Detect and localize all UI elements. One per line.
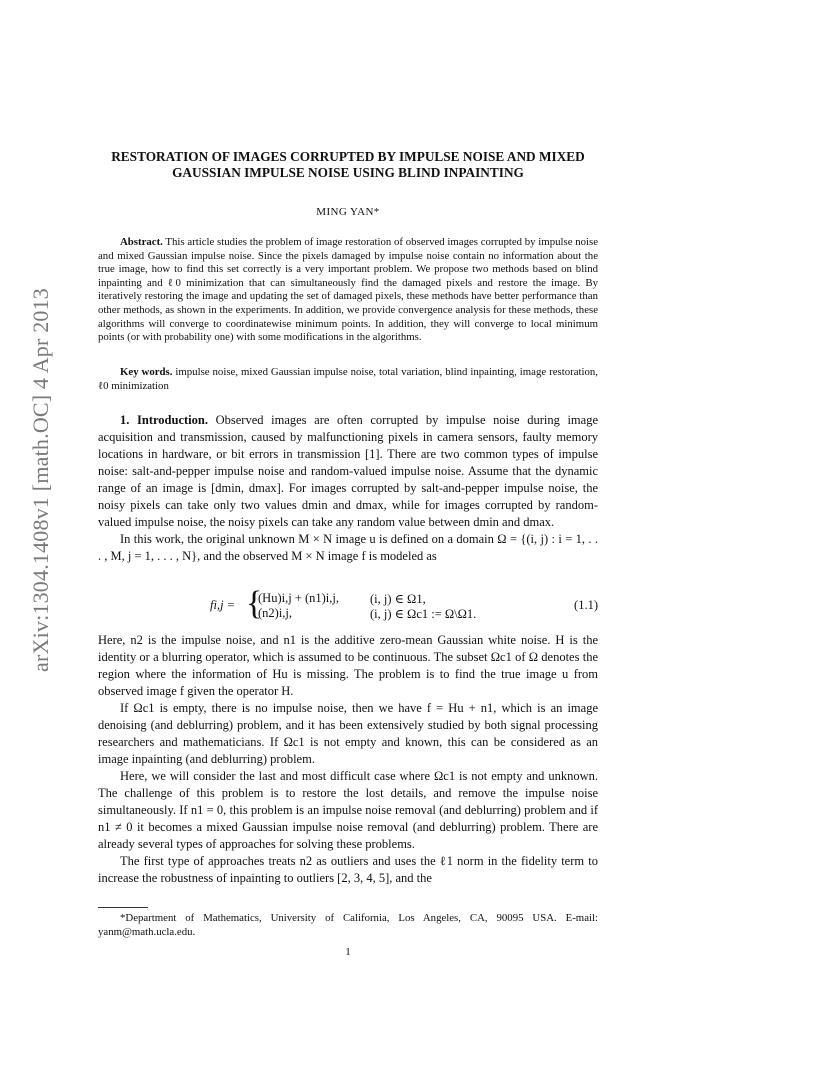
intro-section-top (98, 412, 598, 565)
equation-1-1 (98, 585, 598, 622)
abstract-label: Abstract. (120, 236, 163, 248)
equation-row1-cond: (i, j) ∈ Ω1, (370, 592, 426, 606)
intro-paragraph-4: If Ωc1 is empty, there is no impulse noise, then we have f = Hu + n1, which is an image denoising (and deblurring) problem, and it has been extensively studied by both signal processing researchers and mathematicians. If Ωc1 is not empty and known, this can be considered as an image inpainting (and deblurring) problem. (98, 701, 598, 766)
intro-section-bottom (98, 632, 598, 887)
intro-paragraph-3: Here, n2 is the impulse noise, and n1 is the additive zero-mean Gaussian white noise. H is the identity or a blurring operator, which is assumed to be continuous. The subset Ωc1 of Ω denotes the region where the information of Hu is missing. The problem is to find the true image u from observed image f given the operator H. (98, 633, 598, 698)
footnote-rule (98, 907, 148, 908)
equation-number: (1.1) (574, 598, 598, 612)
intro-paragraph-1: Observed images are often corrupted by impulse noise during image acquisition and transmission, caused by malfunctioning pixels in camera sensors, faulty memory locations in hardware, or bit errors in transmission [1]. There are two common types of impulse noise: salt-and-pepper impulse noise and random-valued impulse noise. Assume that the dynamic range of an image is [dmin, dmax]. For images corrupted by salt-and-pepper impulse noise, the noisy pixels can take only two values dmin and dmax, while for images corrupted by random-valued impulse noise, the noisy pixels can take any random value between dmin and dmax. (98, 413, 598, 529)
page-number: 1 (345, 946, 351, 958)
footnote (98, 912, 598, 939)
keywords-text: impulse noise, mixed Gaussian impulse noise, total variation, blind inpainting, image restoration, ℓ0 minimization (98, 366, 598, 392)
equation-row1-expr: (Hu)i,j + (n1)i,j, (258, 591, 339, 605)
footnote-text: *Department of Mathematics, University of California, Los Angeles, CA, 90095 USA. E-mail: yanm@math.ucla.edu. (98, 912, 598, 938)
intro-paragraph-6: The first type of approaches treats n2 as outliers and uses the ℓ1 norm in the fidelity term to increase the robustness of inpainting to outliers [2, 3, 4, 5], and the (98, 854, 598, 885)
keywords-label: Key words. (120, 366, 173, 378)
equation-lhs: fi,j = (210, 598, 236, 612)
equation-row2-expr: (n2)i,j, (258, 606, 293, 620)
intro-paragraph-5: Here, we will consider the last and most difficult case where Ωc1 is not empty and unknown. The challenge of this problem is to restore the lost details, and remove the impulse noise simultaneously. If n1 = 0, this problem is an impulse noise removal (and deblurring) problem and if n1 ≠ 0 it becomes a mixed Gaussian impulse noise removal (and deblurring) problem. There are already several types of approaches for solving these problems. (98, 769, 598, 851)
section-heading: 1. Introduction. (120, 413, 208, 427)
equation-row2-cond: (i, j) ∈ Ωc1 := Ω\Ω1. (370, 607, 477, 621)
left-brace-icon: { (246, 585, 263, 622)
author-line: MING YAN* (316, 206, 380, 218)
abstract-text: This article studies the problem of image restoration of observed images corrupted by impulse noise and mixed Gaussian impulse noise. Since the pixels damaged by impulse noise contain no information about the true image, how to find this set correctly is a very important problem. We propose two methods based on blind inpainting and ℓ0 minimization that can simultaneously find the damaged pixels and restore the image. By iteratively restoring the image and updating the set of damaged pixels, these methods have better performance than other methods, as shown in the experiments. In addition, we provide convergence analysis for these methods, these algorithms will converge to coordinatewise minimum points. In addition, they will converge to local minimum points (or with probability one) with some modifications in the algorithms. (98, 236, 598, 344)
paper-title: RESTORATION OF IMAGES CORRUPTED BY IMPULSE NOISE AND MIXED GAUSSIAN IMPULSE NOISE USING BLIND INPAINTING (111, 149, 585, 181)
arxiv-sidebar-stamp: arXiv:1304.1408v1 [math.OC] 4 Apr 2013 (28, 287, 53, 672)
abstract (98, 236, 598, 345)
keywords (98, 366, 598, 393)
intro-paragraph-2: In this work, the original unknown M × N image u is defined on a domain Ω = {(i, j) : i = 1, . . . , M, j = 1, . . . , N}, and the observed M × N image f is modeled as (98, 532, 598, 563)
